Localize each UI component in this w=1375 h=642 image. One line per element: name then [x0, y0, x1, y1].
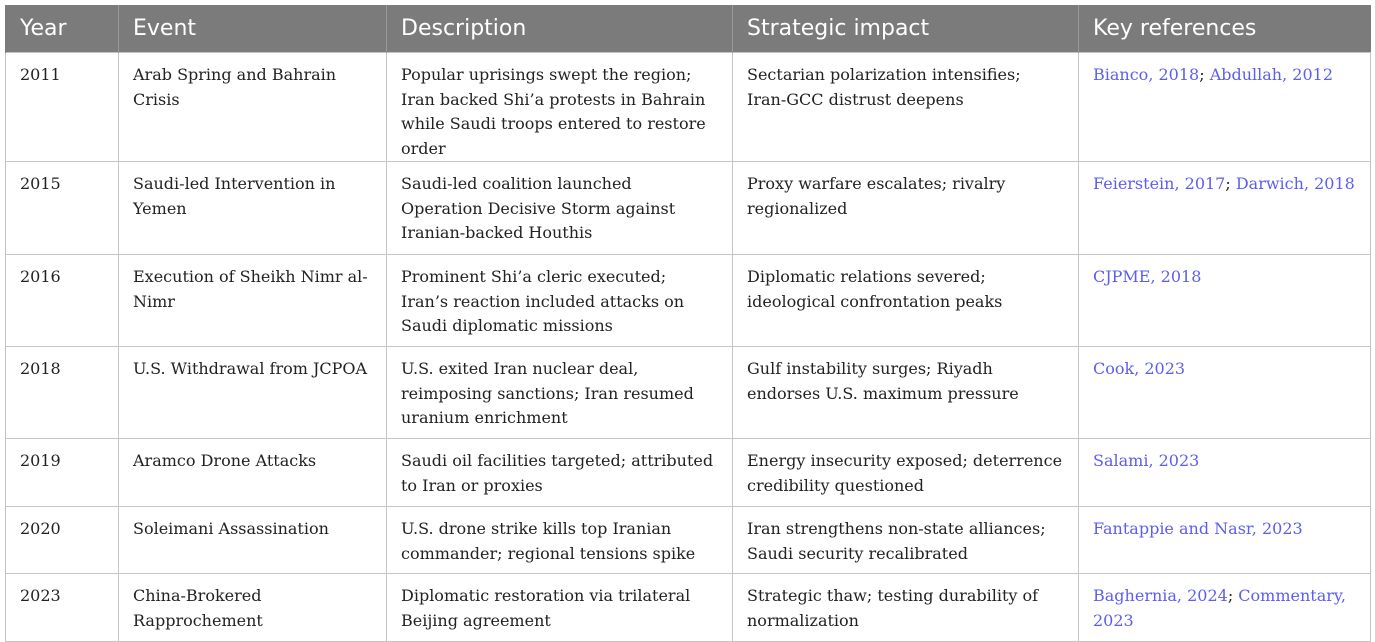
- header-key-references: Key references: [1079, 5, 1371, 53]
- description-cell: Popular uprisings swept the region; Iran backed Shi’a protests in Bahrain while Saudi troops entered to restore order: [387, 53, 733, 162]
- table-row: [6, 574, 1371, 642]
- impact-cell: Iran strengthens non-state alliances; Saudi security recalibrated: [733, 507, 1079, 574]
- description-cell: Saudi-led coalition launched Operation Decisive Storm against Iranian-backed Houthis: [387, 162, 733, 255]
- references-cell: [1079, 439, 1371, 507]
- impact-cell: Energy insecurity exposed; deterrence credibility questioned: [733, 439, 1079, 507]
- event-cell: Arab Spring and Bahrain Crisis: [119, 53, 387, 162]
- year-cell: 2011: [6, 53, 119, 162]
- reference-link[interactable]: Feierstein, 2017: [1093, 174, 1226, 193]
- references-cell: [1079, 347, 1371, 439]
- year-cell: 2015: [6, 162, 119, 255]
- year-cell: 2016: [6, 255, 119, 347]
- reference-link[interactable]: Abdullah, 2012: [1209, 65, 1333, 84]
- reference-link[interactable]: Cook, 2023: [1093, 359, 1186, 378]
- references-cell: [1079, 53, 1371, 162]
- table-row: [6, 347, 1371, 439]
- event-cell: Execution of Sheikh Nimr al-Nimr: [119, 255, 387, 347]
- reference-separator: ;: [1225, 174, 1236, 193]
- event-cell: China-Brokered Rapprochement: [119, 574, 387, 642]
- impact-cell: Strategic thaw; testing durability of normalization: [733, 574, 1079, 642]
- reference-link[interactable]: Fantappie and Nasr, 2023: [1093, 519, 1303, 538]
- references-cell: [1079, 255, 1371, 347]
- header-event: Event: [119, 5, 387, 53]
- table-row: [6, 53, 1371, 162]
- table-row: [6, 255, 1371, 347]
- description-cell: Saudi oil facilities targeted; attributed to Iran or proxies: [387, 439, 733, 507]
- impact-cell: Gulf instability surges; Riyadh endorses U.S. maximum pressure: [733, 347, 1079, 439]
- reference-link[interactable]: Commentary, 2023: [1093, 586, 1346, 630]
- year-cell: 2019: [6, 439, 119, 507]
- reference-separator: ;: [1199, 65, 1210, 84]
- reference-separator: ;: [1227, 586, 1239, 605]
- event-cell: Soleimani Assassination: [119, 507, 387, 574]
- impact-cell: Proxy warfare escalates; rivalry regionalized: [733, 162, 1079, 255]
- reference-link[interactable]: Baghernia, 2024: [1093, 586, 1228, 605]
- references-cell: [1079, 507, 1371, 574]
- reference-link[interactable]: CJPME, 2018: [1093, 267, 1202, 286]
- event-cell: Aramco Drone Attacks: [119, 439, 387, 507]
- description-cell: U.S. drone strike kills top Iranian commander; regional tensions spike: [387, 507, 733, 574]
- reference-link[interactable]: Bianco, 2018: [1093, 65, 1200, 84]
- table-row: [6, 507, 1371, 574]
- impact-cell: Sectarian polarization intensifies; Iran-GCC distrust deepens: [733, 53, 1079, 162]
- event-cell: U.S. Withdrawal from JCPOA: [119, 347, 387, 439]
- description-cell: Prominent Shi’a cleric executed; Iran’s reaction included attacks on Saudi diplomatic missions: [387, 255, 733, 347]
- header-strategic-impact: Strategic impact: [733, 5, 1079, 53]
- description-cell: U.S. exited Iran nuclear deal, reimposing sanctions; Iran resumed uranium enrichment: [387, 347, 733, 439]
- reference-link[interactable]: Salami, 2023: [1093, 451, 1200, 470]
- year-cell: 2018: [6, 347, 119, 439]
- header-year: Year: [6, 5, 119, 53]
- table-row: [6, 439, 1371, 507]
- year-cell: 2020: [6, 507, 119, 574]
- year-cell: 2023: [6, 574, 119, 642]
- impact-cell: Diplomatic relations severed; ideological confrontation peaks: [733, 255, 1079, 347]
- header-description: Description: [387, 5, 733, 53]
- references-cell: [1079, 162, 1371, 255]
- event-cell: Saudi-led Intervention in Yemen: [119, 162, 387, 255]
- header-row: [6, 5, 1371, 53]
- reference-link[interactable]: Darwich, 2018: [1235, 174, 1355, 193]
- table-row: [6, 162, 1371, 255]
- references-cell: [1079, 574, 1371, 642]
- description-cell: Diplomatic restoration via trilateral Beijing agreement: [387, 574, 733, 642]
- events-table: [5, 5, 1371, 642]
